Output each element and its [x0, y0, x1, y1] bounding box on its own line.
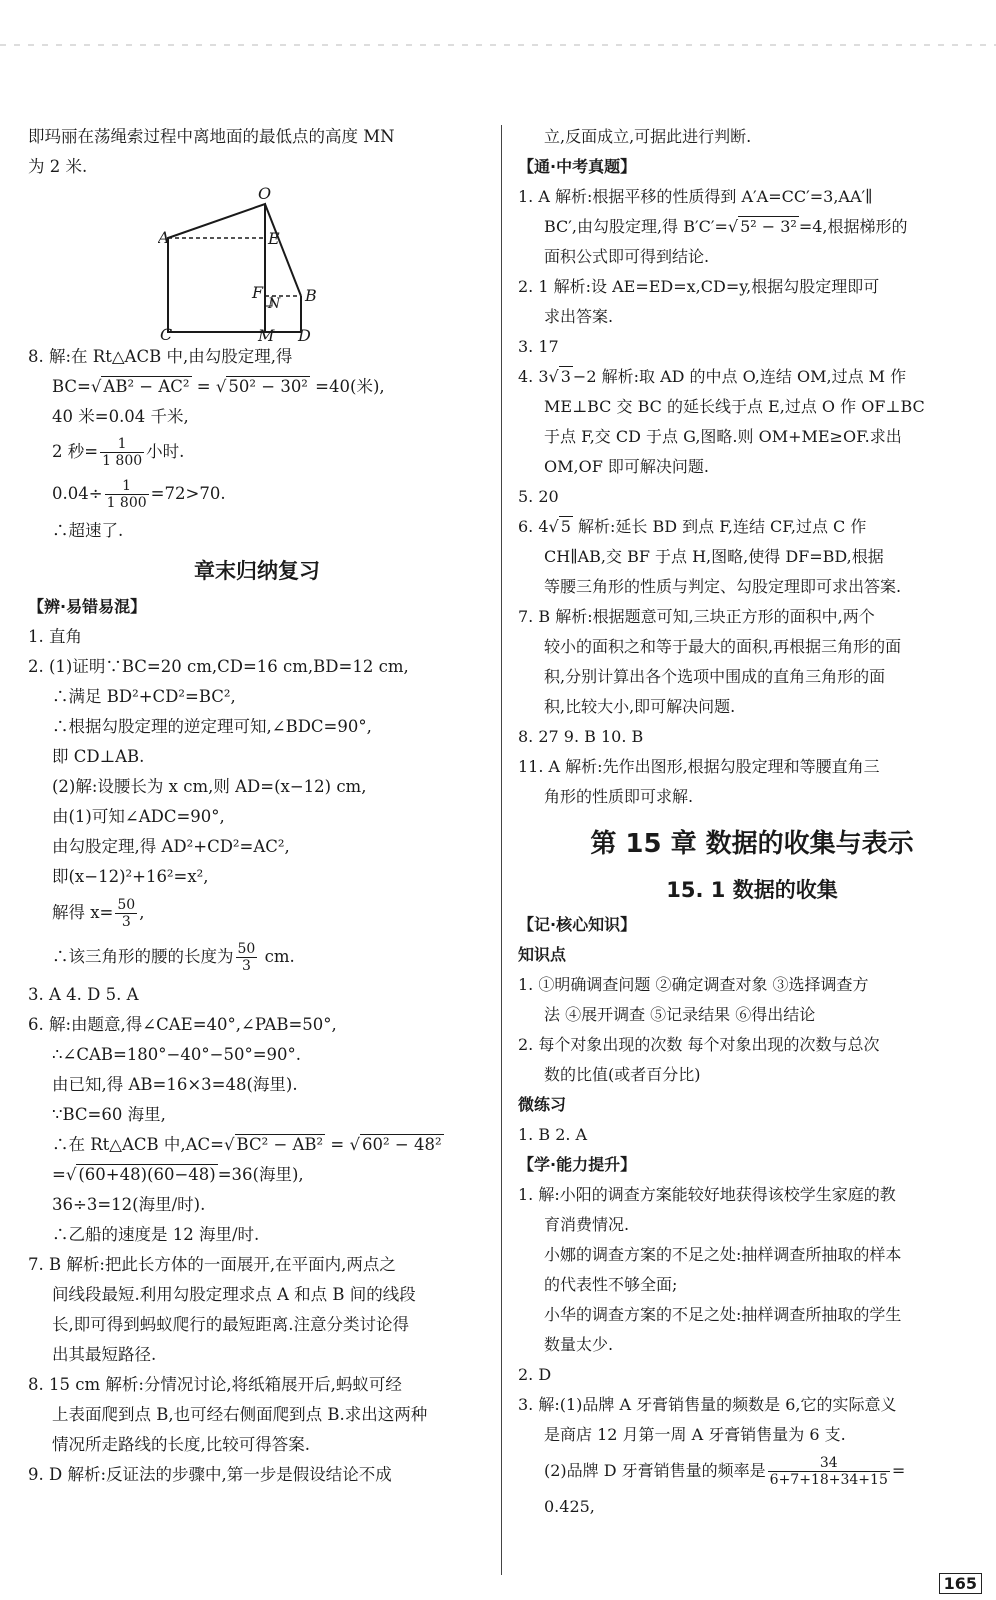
- tag-tong: 【通·中考真题】: [518, 157, 637, 176]
- q2-line: 解得 x= $\frac{50}{3}$ ,: [52, 897, 145, 930]
- q8b-line: 情况所走路线的长度,比较可得答案.: [52, 1435, 310, 1454]
- left-column: [28, 122, 486, 1490]
- s1-line: 1. 解:小阳的调查方案能较好地获得该校学生家庭的教: [518, 1185, 896, 1204]
- fraction: $\frac{50}{3}$: [237, 941, 256, 974]
- label-o: O: [258, 186, 272, 203]
- tag-bian: 【辨·易错易混】: [28, 597, 147, 616]
- a6-line: 6. 4√ 5 解析:延长 BD 到点 F,连结 CF,过点 C 作: [518, 517, 867, 536]
- q2-line: 由(1)可知∠ADC=90°,: [52, 807, 225, 826]
- answer-q1: 1. 直角: [28, 627, 82, 646]
- q2-line: 即 CD⊥AB.: [52, 747, 145, 766]
- fraction: $\frac{1}{1 800}$: [102, 436, 143, 469]
- a6-line: 等腰三角形的性质与判定、勾股定理即可求出答案.: [544, 577, 902, 596]
- s1-line: 小华的调查方案的不足之处:抽样调查所抽取的学生: [544, 1305, 902, 1324]
- q6-line: 由已知,得 AB=16×3=48(海里).: [52, 1075, 298, 1094]
- label-c: C: [160, 325, 173, 342]
- q8-line: 8. 解:在 Rt△ACB 中,由勾股定理,得: [28, 347, 293, 366]
- q6-line: =√ (60+48)(60−48) =36(海里),: [52, 1165, 304, 1184]
- practice-label: 微练习: [518, 1095, 567, 1114]
- practice-answers: 1. B 2. A: [518, 1125, 588, 1144]
- label-e: E: [268, 229, 280, 248]
- a1-line: 1. A 解析:根据平移的性质得到 A′A=CC′=3,AA′∥: [518, 187, 873, 206]
- continued-line: 立,反面成立,可据此进行判断.: [544, 127, 752, 146]
- q8b-line: 8. 15 cm 解析:分情况讨论,将纸箱展开后,蚂蚁可经: [28, 1375, 402, 1394]
- column-divider: [501, 125, 502, 1575]
- a4-line: 于点 F,交 CD 于点 G,图略.则 OM+ME≥OF.求出: [544, 427, 902, 446]
- q2-line: ∴满足 BD²+CD²=BC²,: [52, 687, 236, 706]
- q2-line: ∴该三角形的腰的长度为 $\frac{50}{3}$ cm.: [52, 941, 295, 974]
- a11-line: 11. A 解析:先作出图形,根据勾股定理和等腰直角三: [518, 757, 880, 776]
- q2-line: 2. (1)证明∵BC=20 cm,CD=16 cm,BD=12 cm,: [28, 657, 409, 676]
- tag-ji: 【记·核心知识】: [518, 915, 637, 934]
- q6-line: ∴∠CAB=180°−40°−50°=90°.: [52, 1045, 302, 1064]
- a8-10-line: 8. 27 9. B 10. B: [518, 727, 644, 746]
- q8-line: ∴超速了.: [52, 521, 124, 540]
- q6-line: ∴乙船的速度是 12 海里/时.: [52, 1225, 260, 1244]
- s3-line: (2)品牌 D 牙膏销售量的频率是 $\frac{34}{6+7+18+34+15}$ =: [544, 1455, 906, 1488]
- a7-line: 积,分别计算出各个选项中围成的直角三角形的面: [544, 667, 886, 686]
- a1-line: 面积公式即可得到结论.: [544, 247, 710, 266]
- answer-q3-5: 3. A 4. D 5. A: [28, 985, 139, 1004]
- label-d: D: [298, 326, 311, 342]
- q8-line: BC=√ AB² − AC² = √ 50² − 30² =40(米),: [52, 377, 385, 396]
- q8-line: 2 秒= $\frac{1}{1 800}$ 小时.: [52, 436, 185, 469]
- q2-line: ∴根据勾股定理的逆定理可知,∠BDC=90°,: [52, 717, 372, 736]
- label-n: N: [268, 296, 281, 312]
- s2-line: 2. D: [518, 1365, 552, 1384]
- label-f: F: [252, 283, 264, 302]
- knowledge-label: 知识点: [518, 945, 567, 964]
- fraction: $\frac{50}{3}$: [117, 897, 136, 930]
- diagram-line-ob: [265, 204, 301, 296]
- a4-line: OM,OF 即可解决问题.: [544, 457, 709, 476]
- rope-swing-diagram: [158, 186, 358, 342]
- intro-line: 为 2 米.: [28, 157, 88, 176]
- tag-xue: 【学·能力提升】: [518, 1155, 637, 1174]
- label-m: M: [258, 326, 275, 342]
- page-number: 165: [939, 1573, 982, 1594]
- q6-line: ∵BC=60 海里,: [52, 1105, 166, 1124]
- diagram-rectangle: [168, 204, 265, 332]
- label-a: A: [158, 228, 170, 247]
- q8b-line: 上表面爬到点 B,也可经右侧面爬到点 B.求出这两种: [52, 1405, 428, 1424]
- s3-line: 0.425,: [544, 1497, 595, 1516]
- q2-line: (2)解:设腰长为 x cm,则 AD=(x−12) cm,: [52, 777, 367, 796]
- q6-line: 6. 解:由题意,得∠CAE=40°,∠PAB=50°,: [28, 1015, 337, 1034]
- q6-line: 36÷3=12(海里/时).: [52, 1195, 206, 1214]
- s1-line: 数量太少.: [544, 1335, 614, 1354]
- page-top-scan-noise: [0, 44, 996, 46]
- s1-line: 的代表性不够全面;: [544, 1275, 678, 1294]
- a7-line: 较小的面积之和等于最大的面积,再根据三角形的面: [544, 637, 902, 656]
- a2-line: 2. 1 解析:设 AE=ED=x,CD=y,根据勾股定理即可: [518, 277, 880, 296]
- q9-line: 9. D 解析:反证法的步骤中,第一步是假设结论不成: [28, 1465, 392, 1484]
- k1-line: 法 ④展开调查 ⑤记录结果 ⑥得出结论: [544, 1005, 816, 1024]
- s3-line: 是商店 12 月第一周 A 牙膏销售量为 6 支.: [544, 1425, 846, 1444]
- q2-line: 由勾股定理,得 AD²+CD²=AC²,: [52, 837, 290, 856]
- q8-line: 40 米=0.04 千米,: [52, 407, 189, 426]
- s1-line: 育消费情况.: [544, 1215, 630, 1234]
- q7-line: 长,即可得到蚂蚁爬行的最短距离.注意分类讨论得: [52, 1315, 409, 1334]
- k2-line: 数的比值(或者百分比): [544, 1065, 701, 1084]
- q2-line: 即(x−12)²+16²=x²,: [52, 867, 209, 886]
- a5-line: 5. 20: [518, 487, 559, 506]
- fraction: $\frac{1}{1 800}$: [106, 478, 147, 511]
- a1-line: BC′,由勾股定理,得 B′C′=√ 5² − 3² =4,根据梯形的: [544, 217, 908, 236]
- a3-line: 3. 17: [518, 337, 559, 356]
- section-title: 章末归纳复习: [194, 559, 320, 583]
- a7-line: 7. B 解析:根据题意可知,三块正方形的面积中,两个: [518, 607, 875, 626]
- a4-line: 4. 3√ 3 −2 解析:取 AD 的中点 O,连结 OM,过点 M 作: [518, 367, 907, 386]
- label-b: B: [305, 286, 317, 305]
- q7-line: 7. B 解析:把此长方体的一面展开,在平面内,两点之: [28, 1255, 396, 1274]
- q7-line: 间线段最短.利用勾股定理求点 A 和点 B 间的线段: [52, 1285, 416, 1304]
- q6-line: ∴在 Rt△ACB 中,AC=√ BC² − AB² = √ 60² − 48²: [52, 1135, 442, 1154]
- q8-line: 0.04÷ $\frac{1}{1 800}$ =72>70.: [52, 478, 226, 511]
- fraction: $\frac{34}{6+7+18+34+15}$: [769, 1455, 888, 1488]
- chapter-title: 第 15 章 数据的收集与表示: [590, 829, 914, 859]
- a7-line: 积,比较大小,即可解决问题.: [544, 697, 736, 716]
- k1-line: 1. ①明确调查问题 ②确定调查对象 ③选择调查方: [518, 975, 869, 994]
- s1-line: 小娜的调查方案的不足之处:抽样调查所抽取的样本: [544, 1245, 902, 1264]
- a11-line: 角形的性质即可求解.: [544, 787, 694, 806]
- a6-line: CH∥AB,交 BF 于点 H,图略,使得 DF=BD,根据: [544, 547, 884, 566]
- a4-line: ME⊥BC 交 BC 的延长线于点 E,过点 O 作 OF⊥BC: [544, 397, 925, 416]
- intro-line: 即玛丽在荡绳索过程中离地面的最低点的高度 MN: [28, 127, 395, 146]
- k2-line: 2. 每个对象出现的次数 每个对象出现的次数与总次: [518, 1035, 880, 1054]
- section-subtitle: 15. 1 数据的收集: [666, 878, 838, 902]
- s3-line: 3. 解:(1)品牌 A 牙膏销售量的频数是 6,它的实际意义: [518, 1395, 897, 1414]
- a2-line: 求出答案.: [544, 307, 614, 326]
- right-column: [518, 122, 986, 1522]
- q7-line: 出其最短路径.: [52, 1345, 157, 1364]
